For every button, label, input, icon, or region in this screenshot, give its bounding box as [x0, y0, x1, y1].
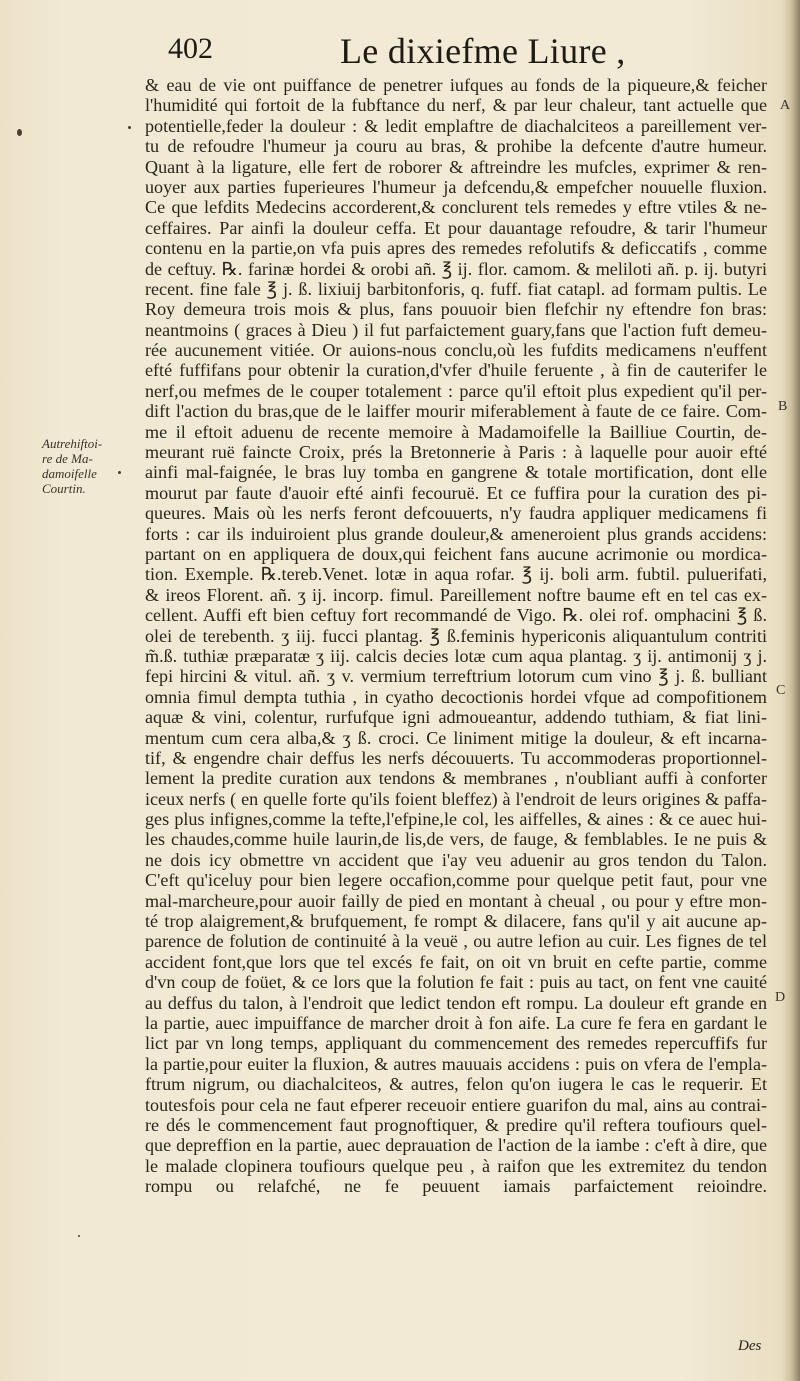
text-line: lict par vn long temps, appliquant du commencement des remedes repercuffifs fur	[145, 1033, 767, 1054]
text-line: dift l'action du bras,que de le laiffer mourir miferablement à faute de ce faire. Com-	[145, 401, 767, 422]
side-letter-a: A	[780, 98, 791, 113]
page-number: 402	[168, 32, 213, 65]
text-line: ftrum nigrum, ou diachalciteos, & autres, felon qu'on iugera le cas le requerir. Et	[145, 1074, 767, 1095]
text-line: m̃.ß. tuthiæ præparatæ ʒ iij. calcis decies lotæ cum aqua plantag. ʒ ij. antimonij ʒ j.	[145, 645, 767, 666]
margin-note-line: Courtin.	[42, 481, 86, 496]
text-line: cellent. Auffi eft bien ceftuy fort recommandé de Vigo. ℞. olei rof. omphacini ℥ ß.	[145, 605, 767, 626]
ink-speck	[118, 471, 121, 474]
text-line: omnia fimul dempta tuthia , in cyatho decoctionis hordei vfque ad compofitionem	[145, 686, 767, 707]
text-line: la partie, auec impuiffance de marcher droit à fon aife. La cure fe fera en gardant le	[145, 1012, 767, 1033]
text-line: mentum cum cera alba,& ʒ ß. croci. Ce liniment mitige la douleur, & eft incarna-	[145, 727, 767, 748]
text-line: Roy demeura trois mois & plus, fans pouuoir bien flefchir ny eftendre fon bras:	[145, 299, 767, 320]
text-line: toutesfois pour cela ne faut efperer receuoir entiere guarifon du mal, ains au contrai-	[145, 1094, 767, 1115]
text-line: la partie,pour euiter la fluxion, & autres mauuais accidens : puis on vfera de l'empla-	[145, 1053, 767, 1074]
text-line: rompu ou relafché, ne fe peuuent iamais parfaictement reioindre.	[145, 1176, 767, 1197]
text-line: aquæ & vini, colentur, rurfufque igni admoueantur, addendo tuthiam, & fiat lini-	[145, 707, 767, 728]
text-line: fepi hircini & vitul. añ. ʒ v. vermium terreftrium lotorum cum vino ℥ j. ß. bulliant	[145, 666, 767, 687]
text-line: iceux nerfs ( en quelle forte qu'ils foient bleffez) à l'endroit de leurs origines & paffa-	[145, 788, 767, 809]
text-line: C'eft qu'iceluy pour bien legere occafion,comme pour quelque petit faut, pour vne	[145, 870, 767, 891]
text-line: l'humidité qui fortoit de la fubftance du nerf, & par leur chaleur, tant actuelle que	[145, 95, 767, 116]
text-line: les chaudes,comme huile laurin,de lis,de vers, de fauge, & femblables. Ie ne puis &	[145, 829, 767, 850]
text-line: nerf,ou mefmes de le couper totalement : parce qu'il eftoit plus expedient qu'il per-	[145, 380, 767, 401]
text-line: que depreffion en la partie, auec deprauation de l'action de la iambe : c'eft à dire, que	[145, 1135, 767, 1156]
text-line: neantmoins ( graces à Dieu ) il fut parfaictement guary,fans que l'action fuft demeu-	[145, 319, 767, 340]
text-line: partant on en appliquera de doux,qui feichent fans aucune acrimonie ou mordica-	[145, 543, 767, 564]
margin-note-line: re de Ma-	[42, 451, 93, 466]
text-line: re dés le commencement faut prognoftiquer, & predire qu'il reftera toufiours quel-	[145, 1114, 767, 1135]
side-letter-d: D	[775, 990, 786, 1005]
text-line: tu de refoudre l'humeur ja couru au bras, & prohibe la defcente d'autre humeur.	[145, 136, 767, 157]
margin-note	[42, 436, 142, 496]
text-line: forts : car ils induiroient plus grande douleur,& ameneroient plus grands accidens:	[145, 523, 767, 544]
text-line: tion. Exemple. ℞.tereb.Venet. lotæ in aqua rofar. ℥ ij. boli arm. fubtil. puluerifati,	[145, 564, 767, 585]
text-line: au deffus du talon, à l'endroit que ledict tendon eft rompu. La douleur eft grande en	[145, 992, 767, 1013]
margin-note-line: damoifelle	[42, 466, 97, 481]
text-line: mal-marcheure,pour auoir failly de pied en montant à cheual , ou pour y eftre mon-	[145, 890, 767, 911]
side-letter-c: C	[776, 683, 786, 698]
text-line: recent. fine fale ℥ j. ß. lixiuij barbitonforis, q. fuff. fiat catapl. ad formam pultis. Le	[145, 278, 767, 299]
text-line: Quant à la ligature, elle fert de roborer & aftreindre les mufcles, exprimer & ren-	[145, 156, 767, 177]
text-line: uoyer aux parties fuperieures l'humeur ja defcendu,& empefcher nouuelle fluxion.	[145, 176, 767, 197]
text-line: tif, & engendre chair deffus les nerfs découuerts. Tu accommoderas proportionnel-	[145, 747, 767, 768]
text-line: ges plus infignes,comme la tefte,l'efpine,le col, les aiffelles, & aines : & ce auec hui-	[145, 809, 767, 830]
text-line: rée aucunement vitiée. Or auions-nous conclu,où les fufdits medicamens n'euffent	[145, 340, 767, 361]
text-line: me il eftoit aduenu de recente memoire à Madamoifelle la Bailliue Courtin, de-	[145, 421, 767, 442]
text-line: queures. Mais où les nerfs feront defcouuerts, n'y faudra appliquer medicamens fi	[145, 503, 767, 524]
catchword: Des	[738, 1338, 762, 1354]
text-line: ainfi mal-faignée, le bras luy tomba en gangrene & totale mortification, dont elle	[145, 462, 767, 483]
text-line: & ireos Florent. añ. ʒ ij. incorp. fimul. Pareillement noftre baume eft en tel cas ex-	[145, 584, 767, 605]
text-line: olei de terebenth. ʒ iij. fucci plantag. ℥ ß.feminis hypericonis aliquantulum contriti	[145, 625, 767, 646]
text-line: efté fuffifans pour obtenir la curation,d'vfer d'huile feruente , à fin de cauterifer le	[145, 360, 767, 381]
text-line: lement la predite curation aux tendons & membranes , n'oubliant auffi à conforter	[145, 768, 767, 789]
text-line: mourut par faute d'auoir efté ainfi fecouruë. Et ce fuffira pour la curation des pi-	[145, 482, 767, 503]
text-line: ne dois icy obmettre vn accident que i'ay veu aduenir au gros tendon du Talon.	[145, 849, 767, 870]
ink-speck	[17, 129, 22, 136]
text-line: té trop alaigrement,& brufquement, fe rompt & dilacere, fans qu'il y ait aucune ap-	[145, 911, 767, 932]
ink-speck	[128, 126, 131, 129]
text-line: le malade clopinera toufiours quelque peu , à raifon que les extremitez du tendon	[145, 1155, 767, 1176]
text-line: de ceftuy. ℞. farinæ hordei & orobi añ. ℥ ij. flor. camom. & meliloti añ. p. ij. butyri	[145, 258, 767, 279]
body-text	[145, 75, 767, 1196]
page-header	[0, 30, 800, 74]
text-line: Ce que lefdits Medecins accorderent,& conclurent tels remedes y eftre vtiles & ne-	[145, 197, 767, 218]
margin-note-line: Autrehiftoi-	[42, 436, 103, 451]
text-line: d'vn coup de foüet, & ce lors que la folution fe fait : puis au tact, on fent vne cauité	[145, 972, 767, 993]
side-letter-b: B	[778, 399, 788, 414]
text-line: ceffaires. Par ainfi la douleur ceffa. Et pour dauantage refoudre, & tarir l'humeur	[145, 217, 767, 238]
text-line: meurant ruë faincte Croix, prés la Bretonnerie à Paris : à laquelle pour auoir efté	[145, 442, 767, 463]
ink-speck	[78, 1235, 80, 1237]
text-line: contenu en la partie,on vfa puis apres des remedes refolutifs & deficcatifs , comme	[145, 238, 767, 259]
text-line: potentielle,feder la douleur : & ledit emplaftre de diachalciteos a pareillement ver-	[145, 115, 767, 136]
text-line: parence de folution de continuité à la veuë , ou autre lefion au cuir. Les fignes de tel	[145, 931, 767, 952]
running-title: Le dixiefme Liure ,	[340, 31, 626, 71]
text-line: & eau de vie ont puiffance de penetrer iufques au fonds de la piqueure,& feicher	[145, 75, 767, 95]
text-line: accident font,que lors que tel excés fe fait, on oit vn bruit en cefte partie, comme	[145, 951, 767, 972]
